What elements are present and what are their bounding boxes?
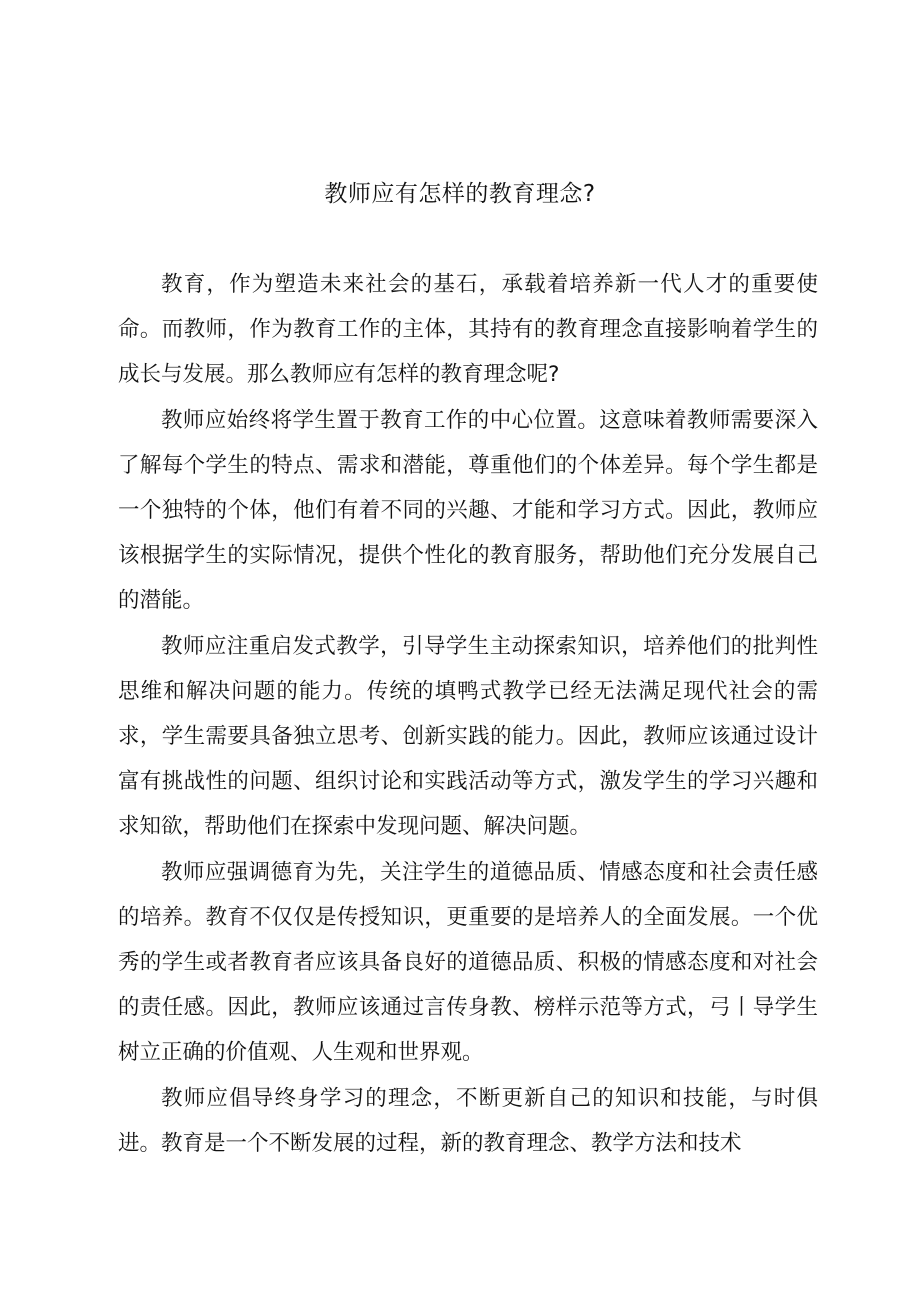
document-body [118,262,818,1166]
document-title: 教师应有怎样的教育理念? [324,181,596,207]
paragraph-moral-education: 教师应强调德育为先，关注学生的道德品质、情感态度和社会责任感的培养。教育不仅仅是传授知识，更重要的是培养人的全面发展。一个优秀的学生或者教育者应该具备良好的道德品质、积极的情感态度和对社会的责任感。因此，教师应该通过言传身教、榜样示范等方式，弓丨导学生树立正确的价值观、人生观和世界观。 [118,859,818,1066]
paragraph-lifelong-learning: 教师应倡导终身学习的理念，不断更新自己的知识和技能，与时俱进。教育是一个不断发展的过程，新的教育理念、教学方法和技术 [118,1085,818,1156]
paragraph-student-centered: 教师应始终将学生置于教育工作的中心位置。这意味着教师需要深入了解每个学生的特点、需求和潜能，尊重他们的个体差异。每个学生都是一个独特的个体，他们有着不同的兴趣、才能和学习方式。因此，教师应该根据学生的实际情况，提供个性化的教育服务，帮助他们充分发展自己的潜能。 [118,407,818,614]
paragraph-intro: 教育，作为塑造未来社会的基石，承载着培养新一代人才的重要使命。而教师，作为教育工作的主体，其持有的教育理念直接影响着学生的成长与发展。那么教师应有怎样的教育理念呢? [118,272,818,388]
paragraph-heuristic-teaching: 教师应注重启发式教学，引导学生主动探索知识，培养他们的批判性思维和解决问题的能力。传统的填鸭式教学已经无法满足现代社会的需求，学生需要具备独立思考、创新实践的能力。因此，教师应该通过设计富有挑战性的问题、组织讨论和实践活动等方式，激发学生的学习兴趣和求知欲，帮助他们在探索中发现问题、解决问题。 [118,633,818,840]
